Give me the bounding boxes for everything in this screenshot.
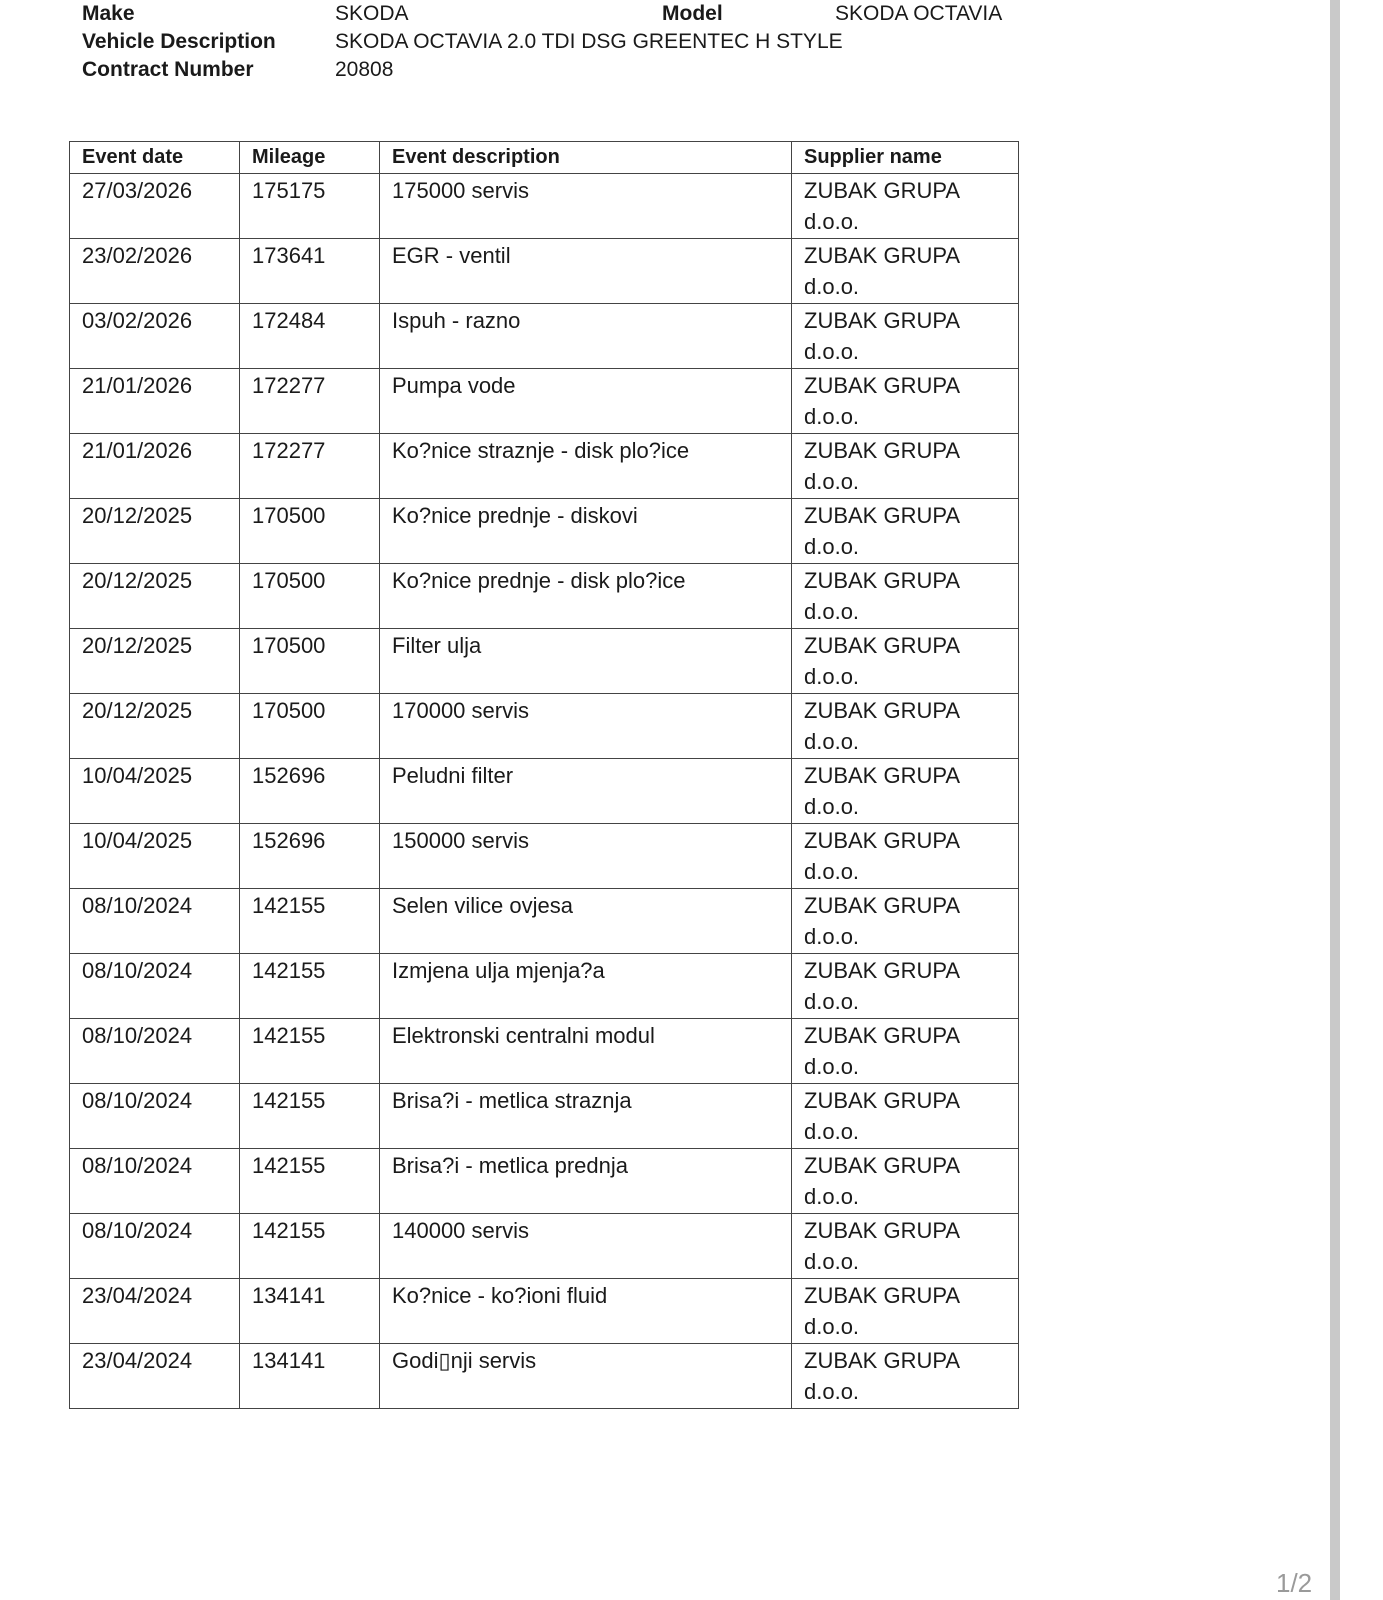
supplier-name-line: ZUBAK GRUPA bbox=[804, 178, 961, 203]
supplier-name-line: ZUBAK GRUPA bbox=[804, 633, 961, 658]
contract-number-value: 20808 bbox=[335, 58, 394, 81]
cell-supplier-name bbox=[792, 564, 1019, 629]
cell-event-description: Ko?nice prednje - diskovi bbox=[380, 499, 792, 564]
supplier-suffix-line: d.o.o. bbox=[804, 534, 860, 559]
cell-event-date: 10/04/2025 bbox=[70, 759, 240, 824]
cell-event-description: Brisa?i - metlica straznja bbox=[380, 1084, 792, 1149]
table-row bbox=[70, 174, 1019, 239]
supplier-name-line: ZUBAK GRUPA bbox=[804, 243, 961, 268]
cell-mileage: 142155 bbox=[240, 1084, 380, 1149]
cell-event-description: 175000 servis bbox=[380, 174, 792, 239]
cell-supplier-name bbox=[792, 174, 1019, 239]
table-row bbox=[70, 629, 1019, 694]
table-row bbox=[70, 239, 1019, 304]
supplier-suffix-line: d.o.o. bbox=[804, 859, 860, 884]
supplier-suffix-line: d.o.o. bbox=[804, 1119, 860, 1144]
model-value: SKODA OCTAVIA bbox=[835, 2, 1003, 25]
cell-event-date: 08/10/2024 bbox=[70, 954, 240, 1019]
cell-event-date: 20/12/2025 bbox=[70, 694, 240, 759]
cell-mileage: 170500 bbox=[240, 499, 380, 564]
cell-mileage: 172277 bbox=[240, 434, 380, 499]
supplier-suffix-line: d.o.o. bbox=[804, 664, 860, 689]
supplier-name-line: ZUBAK GRUPA bbox=[804, 1218, 961, 1243]
supplier-name-line: ZUBAK GRUPA bbox=[804, 568, 961, 593]
supplier-name-line: ZUBAK GRUPA bbox=[804, 763, 961, 788]
supplier-name-line: ZUBAK GRUPA bbox=[804, 503, 961, 528]
cell-mileage: 172484 bbox=[240, 304, 380, 369]
cell-event-date: 23/04/2024 bbox=[70, 1344, 240, 1409]
cell-supplier-name bbox=[792, 1279, 1019, 1344]
table-row bbox=[70, 1149, 1019, 1214]
cell-supplier-name bbox=[792, 1214, 1019, 1279]
cell-mileage: 142155 bbox=[240, 954, 380, 1019]
cell-event-date: 27/03/2026 bbox=[70, 174, 240, 239]
cell-supplier-name bbox=[792, 499, 1019, 564]
cell-mileage: 152696 bbox=[240, 824, 380, 889]
table-body bbox=[70, 174, 1019, 1409]
cell-supplier-name bbox=[792, 239, 1019, 304]
cell-event-description: Izmjena ulja mjenja?a bbox=[380, 954, 792, 1019]
supplier-name-line: ZUBAK GRUPA bbox=[804, 1088, 961, 1113]
table-row bbox=[70, 304, 1019, 369]
page-indicator: 1/2 bbox=[1276, 1568, 1313, 1598]
table-row bbox=[70, 694, 1019, 759]
cell-event-date: 23/04/2024 bbox=[70, 1279, 240, 1344]
cell-event-date: 20/12/2025 bbox=[70, 499, 240, 564]
cell-event-description: EGR - ventil bbox=[380, 239, 792, 304]
table-row bbox=[70, 1279, 1019, 1344]
cell-supplier-name bbox=[792, 1149, 1019, 1214]
cell-mileage: 173641 bbox=[240, 239, 380, 304]
table-row bbox=[70, 1019, 1019, 1084]
cell-supplier-name bbox=[792, 304, 1019, 369]
cell-event-date: 08/10/2024 bbox=[70, 1019, 240, 1084]
cell-mileage: 142155 bbox=[240, 1214, 380, 1279]
supplier-suffix-line: d.o.o. bbox=[804, 274, 860, 299]
cell-event-description: Selen vilice ovjesa bbox=[380, 889, 792, 954]
cell-mileage: 142155 bbox=[240, 889, 380, 954]
table-row bbox=[70, 824, 1019, 889]
table-row bbox=[70, 1084, 1019, 1149]
viewer-margin bbox=[1340, 0, 1383, 1600]
supplier-suffix-line: d.o.o. bbox=[804, 729, 860, 754]
header-mileage: Mileage bbox=[240, 142, 380, 174]
table-row bbox=[70, 499, 1019, 564]
make-label: Make bbox=[82, 2, 135, 25]
supplier-name-line: ZUBAK GRUPA bbox=[804, 1023, 961, 1048]
cell-event-date: 08/10/2024 bbox=[70, 1149, 240, 1214]
cell-event-description: Ko?nice prednje - disk plo?ice bbox=[380, 564, 792, 629]
supplier-suffix-line: d.o.o. bbox=[804, 1184, 860, 1209]
cell-event-description: 150000 servis bbox=[380, 824, 792, 889]
cell-event-date: 08/10/2024 bbox=[70, 1214, 240, 1279]
header-supplier-name: Supplier name bbox=[792, 142, 1019, 174]
cell-event-date: 21/01/2026 bbox=[70, 369, 240, 434]
supplier-suffix-line: d.o.o. bbox=[804, 599, 860, 624]
cell-mileage: 172277 bbox=[240, 369, 380, 434]
cell-event-description: Filter ulja bbox=[380, 629, 792, 694]
cell-mileage: 134141 bbox=[240, 1279, 380, 1344]
cell-event-description: Brisa?i - metlica prednja bbox=[380, 1149, 792, 1214]
cell-event-description: Elektronski centralni modul bbox=[380, 1019, 792, 1084]
table-row bbox=[70, 1344, 1019, 1409]
supplier-suffix-line: d.o.o. bbox=[804, 469, 860, 494]
supplier-suffix-line: d.o.o. bbox=[804, 1249, 860, 1274]
supplier-suffix-line: d.o.o. bbox=[804, 209, 860, 234]
cell-supplier-name bbox=[792, 889, 1019, 954]
table-row bbox=[70, 954, 1019, 1019]
cell-mileage: 170500 bbox=[240, 564, 380, 629]
cell-event-date: 08/10/2024 bbox=[70, 889, 240, 954]
supplier-name-line: ZUBAK GRUPA bbox=[804, 373, 961, 398]
cell-mileage: 142155 bbox=[240, 1149, 380, 1214]
cell-event-date: 21/01/2026 bbox=[70, 434, 240, 499]
cell-mileage: 175175 bbox=[240, 174, 380, 239]
cell-event-date: 20/12/2025 bbox=[70, 564, 240, 629]
vehicle-description-label: Vehicle Description bbox=[82, 30, 276, 53]
cell-supplier-name bbox=[792, 1084, 1019, 1149]
cell-mileage: 170500 bbox=[240, 629, 380, 694]
table-header-row bbox=[70, 142, 1019, 174]
cell-event-description: Ko?nice - ko?ioni fluid bbox=[380, 1279, 792, 1344]
cell-mileage: 170500 bbox=[240, 694, 380, 759]
cell-supplier-name bbox=[792, 824, 1019, 889]
table-row bbox=[70, 434, 1019, 499]
supplier-suffix-line: d.o.o. bbox=[804, 1054, 860, 1079]
header-event-description: Event description bbox=[380, 142, 792, 174]
supplier-suffix-line: d.o.o. bbox=[804, 924, 860, 949]
cell-supplier-name bbox=[792, 1344, 1019, 1409]
table-row bbox=[70, 564, 1019, 629]
cell-event-description: 170000 servis bbox=[380, 694, 792, 759]
supplier-suffix-line: d.o.o. bbox=[804, 989, 860, 1014]
cell-mileage: 142155 bbox=[240, 1019, 380, 1084]
supplier-name-line: ZUBAK GRUPA bbox=[804, 438, 961, 463]
cell-event-description: Pumpa vode bbox=[380, 369, 792, 434]
supplier-suffix-line: d.o.o. bbox=[804, 339, 860, 364]
supplier-name-line: ZUBAK GRUPA bbox=[804, 828, 961, 853]
cell-supplier-name bbox=[792, 434, 1019, 499]
header-event-date: Event date bbox=[70, 142, 240, 174]
vehicle-description-value: SKODA OCTAVIA 2.0 TDI DSG GREENTEC H STYLE bbox=[335, 30, 843, 53]
supplier-name-line: ZUBAK GRUPA bbox=[804, 698, 961, 723]
cell-event-date: 20/12/2025 bbox=[70, 629, 240, 694]
cell-event-date: 23/02/2026 bbox=[70, 239, 240, 304]
contract-number-label: Contract Number bbox=[82, 58, 254, 81]
supplier-suffix-line: d.o.o. bbox=[804, 404, 860, 429]
cell-event-description: Godi▯nji servis bbox=[380, 1344, 792, 1409]
service-events-table bbox=[69, 141, 1019, 1409]
cell-supplier-name bbox=[792, 629, 1019, 694]
table-row bbox=[70, 889, 1019, 954]
supplier-name-line: ZUBAK GRUPA bbox=[804, 1348, 961, 1373]
supplier-name-line: ZUBAK GRUPA bbox=[804, 1283, 961, 1308]
cell-supplier-name bbox=[792, 694, 1019, 759]
supplier-suffix-line: d.o.o. bbox=[804, 1379, 860, 1404]
cell-supplier-name bbox=[792, 759, 1019, 824]
supplier-suffix-line: d.o.o. bbox=[804, 1314, 860, 1339]
model-label: Model bbox=[662, 2, 723, 25]
cell-event-description: Ispuh - razno bbox=[380, 304, 792, 369]
cell-supplier-name bbox=[792, 954, 1019, 1019]
cell-event-description: 140000 servis bbox=[380, 1214, 792, 1279]
supplier-name-line: ZUBAK GRUPA bbox=[804, 1153, 961, 1178]
supplier-name-line: ZUBAK GRUPA bbox=[804, 893, 961, 918]
scrollbar[interactable] bbox=[1330, 0, 1340, 1600]
cell-event-description: Ko?nice straznje - disk plo?ice bbox=[380, 434, 792, 499]
make-value: SKODA bbox=[335, 2, 409, 25]
supplier-name-line: ZUBAK GRUPA bbox=[804, 958, 961, 983]
cell-mileage: 134141 bbox=[240, 1344, 380, 1409]
table-row bbox=[70, 369, 1019, 434]
cell-event-date: 03/02/2026 bbox=[70, 304, 240, 369]
table-row bbox=[70, 1214, 1019, 1279]
table-row bbox=[70, 759, 1019, 824]
cell-mileage: 152696 bbox=[240, 759, 380, 824]
cell-event-date: 10/04/2025 bbox=[70, 824, 240, 889]
cell-supplier-name bbox=[792, 369, 1019, 434]
cell-supplier-name bbox=[792, 1019, 1019, 1084]
cell-event-description: Peludni filter bbox=[380, 759, 792, 824]
supplier-name-line: ZUBAK GRUPA bbox=[804, 308, 961, 333]
cell-event-date: 08/10/2024 bbox=[70, 1084, 240, 1149]
supplier-suffix-line: d.o.o. bbox=[804, 794, 860, 819]
